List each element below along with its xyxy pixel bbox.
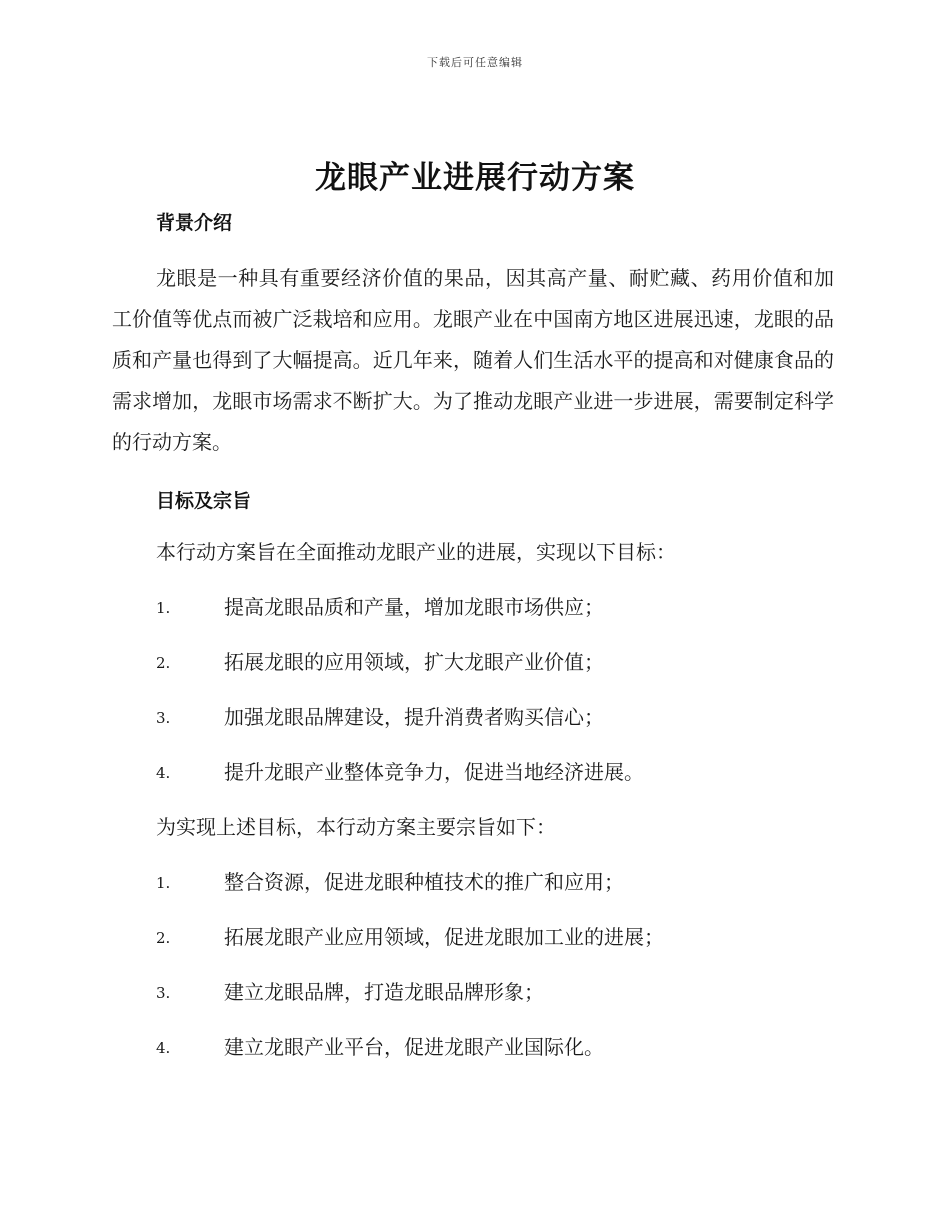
list-item-text: 建立龙眼品牌，打造龙眼品牌形象； bbox=[224, 980, 544, 1004]
goal-list-item bbox=[156, 648, 856, 676]
list-item-number: 4. bbox=[156, 1039, 171, 1057]
goal-list-item bbox=[156, 703, 856, 731]
header-note: 下载后可任意编辑 bbox=[427, 56, 523, 69]
background-paragraph: 龙眼是一种具有重要经济价值的果品，因其高产量、耐贮藏、药用价值和加工价值等优点而被广泛栽培和应用。龙眼产业在中国南方地区进展迅速，龙眼的品质和产量也得到了大幅提高。近几年来，随着人们生活水平的提高和对健康食品的需求增加，龙眼市场需求不断扩大。为了推动龙眼产业进一步进展，需要制定科学的行动方案。 bbox=[112, 266, 834, 454]
principles-intro: 为实现上述目标，本行动方案主要宗旨如下： bbox=[156, 815, 556, 839]
section-heading-background: 背景介绍 bbox=[156, 212, 233, 234]
goal-list-item bbox=[156, 593, 856, 621]
principle-list-item bbox=[156, 923, 856, 951]
principle-list-item bbox=[156, 978, 856, 1006]
list-item-text: 整合资源，促进龙眼种植技术的推广和应用； bbox=[224, 870, 624, 894]
list-item-text: 加强龙眼品牌建设，提升消费者购买信心； bbox=[224, 705, 604, 729]
list-item-number: 1. bbox=[156, 599, 171, 617]
list-item-number: 3. bbox=[156, 984, 171, 1002]
list-item-text: 拓展龙眼产业应用领域，促进龙眼加工业的进展； bbox=[224, 925, 664, 949]
list-item-text: 提高龙眼品质和产量，增加龙眼市场供应； bbox=[224, 595, 604, 619]
list-item-number: 3. bbox=[156, 709, 171, 727]
list-item-text: 提升龙眼产业整体竞争力，促进当地经济进展。 bbox=[224, 760, 644, 784]
goals-intro: 本行动方案旨在全面推动龙眼产业的进展，实现以下目标： bbox=[156, 540, 676, 564]
list-item-text: 建立龙眼产业平台，促进龙眼产业国际化。 bbox=[224, 1035, 604, 1059]
list-item-number: 2. bbox=[156, 929, 171, 947]
list-item-number: 1. bbox=[156, 874, 171, 892]
list-item-number: 4. bbox=[156, 764, 171, 782]
document-title: 龙眼产业进展行动方案 bbox=[315, 160, 635, 196]
principle-list-item bbox=[156, 1033, 856, 1061]
list-item-number: 2. bbox=[156, 654, 171, 672]
list-item-text: 拓展龙眼的应用领域，扩大龙眼产业价值； bbox=[224, 650, 604, 674]
principle-list-item bbox=[156, 868, 856, 896]
goal-list-item bbox=[156, 758, 856, 786]
section-heading-goals: 目标及宗旨 bbox=[156, 490, 252, 512]
